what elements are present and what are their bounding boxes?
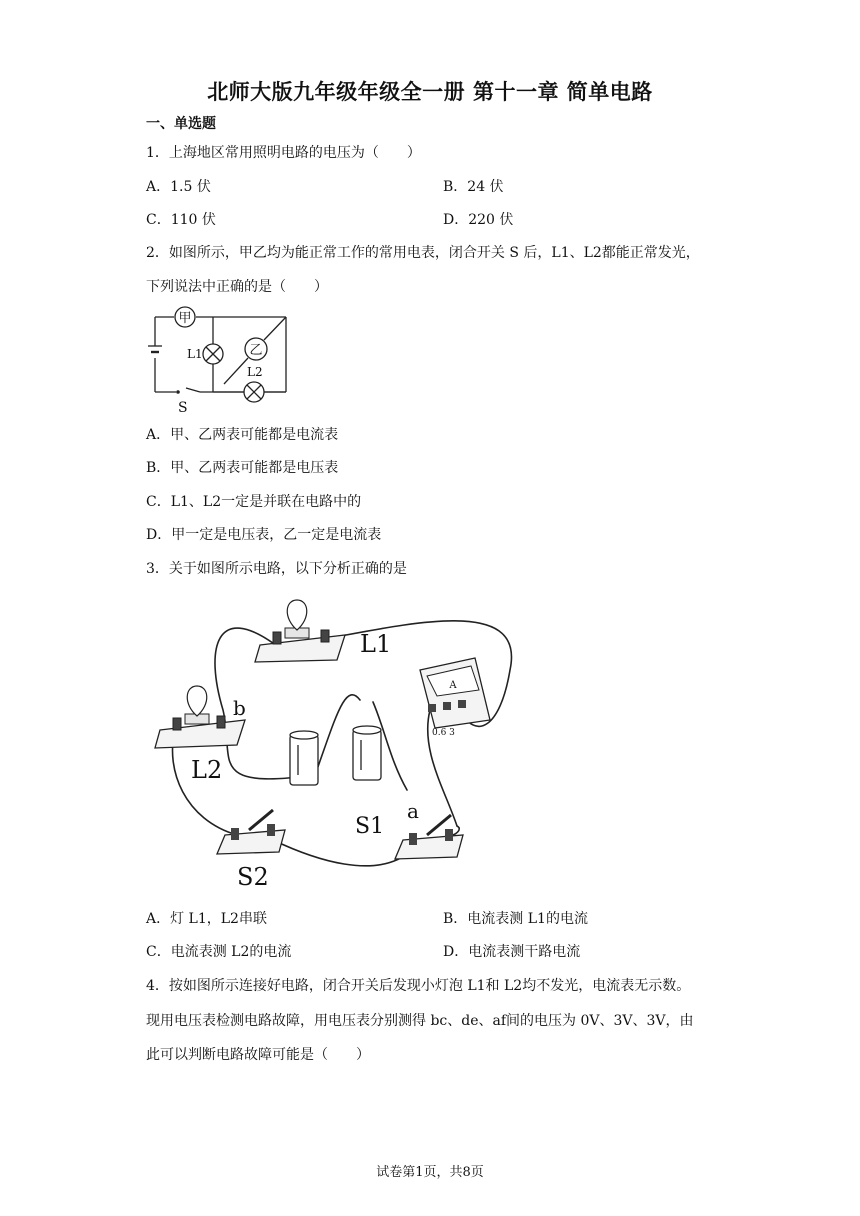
meter-yi-label: 乙 <box>249 343 263 358</box>
ammeter-label: A <box>449 680 457 691</box>
q2-stem-line2: 下列说法中正确的是（ ） <box>146 279 328 295</box>
lamp-l2-label: L2 <box>247 365 263 379</box>
q2-option-b: B．甲、乙两表可能都是电压表 <box>146 460 339 476</box>
page-title: 北师大版九年级年级全一册 第十一章 简单电路 <box>207 80 653 104</box>
lamp-l1-board-icon <box>255 600 345 662</box>
lamp-l2-icon <box>244 382 264 402</box>
switch-s1-icon <box>395 815 463 859</box>
q4-line3: 此可以判断电路故障可能是（ ） <box>146 1047 370 1063</box>
ammeter-icon <box>420 658 490 728</box>
q2-option-d: D．甲一定是电压表，乙一定是电流表 <box>146 527 382 543</box>
q1-option-b: B．24 伏 <box>443 179 504 195</box>
point-b-label: b <box>233 696 246 720</box>
q4-line1: 4．按如图所示连接好电路，闭合开关后发现小灯泡 L1和 L2均不发光，电流表无示数。 <box>146 978 691 994</box>
q3-stem: 3．关于如图所示电路，以下分析正确的是 <box>146 561 407 577</box>
lamp-l2-board-icon <box>155 686 245 748</box>
q2-circuit-diagram <box>140 300 300 418</box>
q1-stem: 1．上海地区常用照明电路的电压为（ ） <box>146 145 421 161</box>
ammeter-terminals-label: 0.6 3 <box>432 728 455 738</box>
q3-lamp-l2-label: L2 <box>191 756 223 784</box>
q3-option-c: C．电流表测 L2的电流 <box>146 944 292 960</box>
q3-option-b: B．电流表测 L1的电流 <box>443 911 588 927</box>
switch-s-label: S <box>178 400 188 416</box>
q3-option-a: A．灯 L1，L2串联 <box>146 911 267 927</box>
q2-stem-line1: 2．如图所示，甲乙均为能正常工作的常用电表，闭合开关 S 后，L1、L2都能正常发光， <box>146 245 700 261</box>
q3-option-d: D．电流表测干路电流 <box>443 944 581 960</box>
q1-option-a: A．1.5 伏 <box>146 179 211 195</box>
battery-icon <box>290 726 381 785</box>
q3-circuit-illustration <box>145 590 525 895</box>
q2-option-a: A．甲、乙两表可能都是电流表 <box>146 427 339 443</box>
section-heading: 一、单选题 <box>146 116 216 132</box>
q2-option-c: C．L1、L2一定是并联在电路中的 <box>146 494 362 510</box>
switch-s2-label: S2 <box>237 863 269 891</box>
q4-line2: 现用电压表检测电路故障，用电压表分别测得 bc、de、af间的电压为 0V、3V、3V，由 <box>146 1013 694 1029</box>
q1-option-c: C．110 伏 <box>146 212 216 228</box>
q1-option-d: D．220 伏 <box>443 212 514 228</box>
point-a-label: a <box>407 799 419 823</box>
q3-lamp-l1-label: L1 <box>360 630 392 658</box>
lamp-l1-label: L1 <box>187 347 203 361</box>
lamp-l1-icon <box>203 344 223 364</box>
meter-jia-label: 甲 <box>178 311 192 326</box>
page-footer: 试卷第1页，共8页 <box>376 1165 484 1180</box>
switch-s1-label: S1 <box>355 814 385 839</box>
